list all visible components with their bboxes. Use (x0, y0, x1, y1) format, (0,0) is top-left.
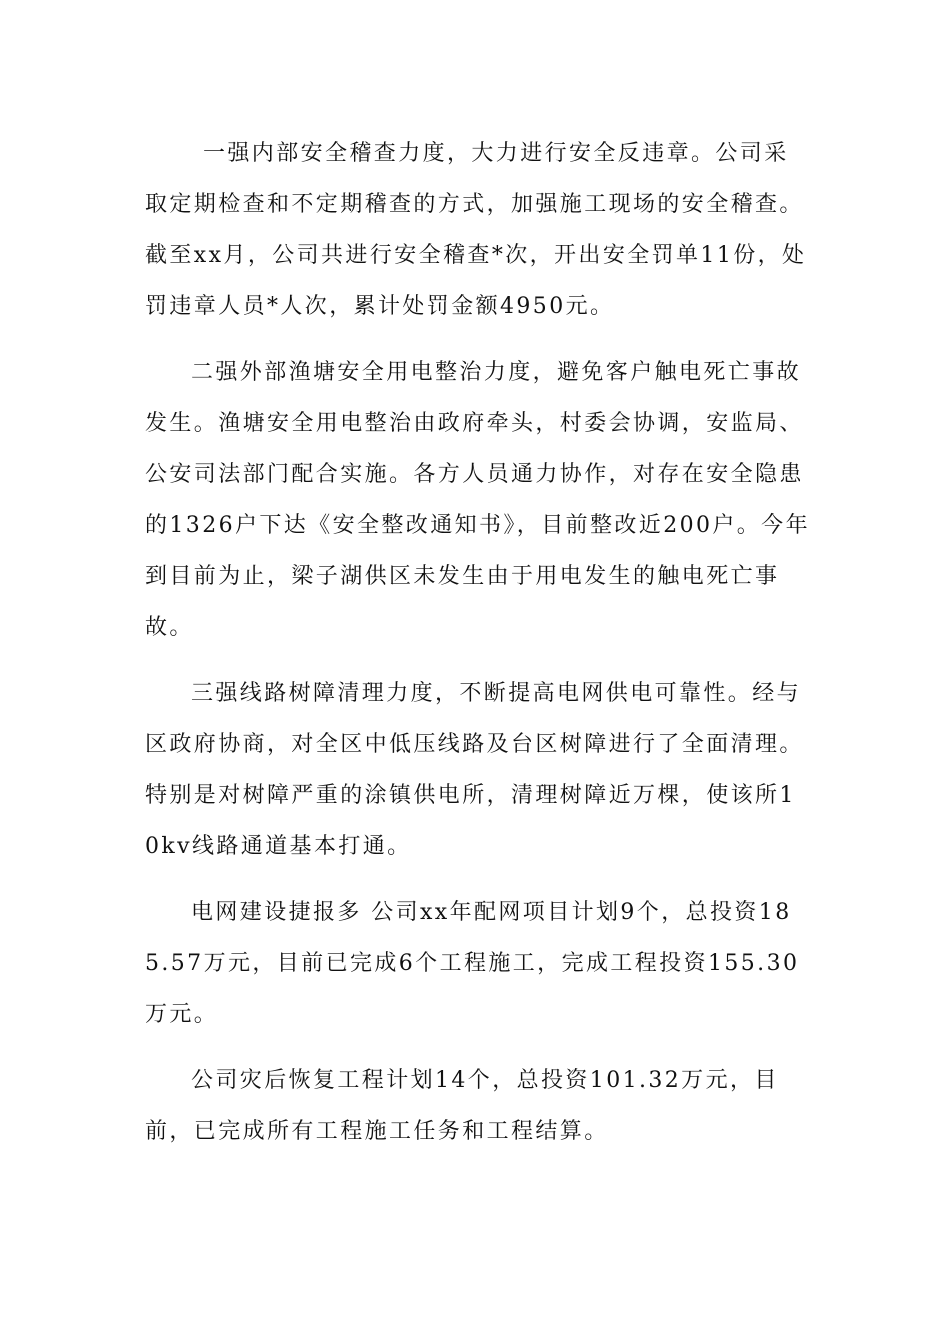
document-body (145, 128, 810, 1172)
paragraph-internal-safety-inspection: 一强内部安全稽查力度，大力进行安全反违章。公司采取定期检查和不定期稽查的方式，加强施工现场的安全稽查。截至xx月，公司共进行安全稽查*次，开出安全罚单11份，处罚违章人员*人次，累计处罚金额4950元。 (145, 141, 807, 319)
paragraph-tree-obstacle-clearing: 三强线路树障清理力度，不断提高电网供电可靠性。经与区政府协商，对全区中低压线路及台区树障进行了全面清理。特别是对树障严重的涂镇供电所，清理树障近万棵，使该所10kv线路通道基本打通。 (145, 681, 804, 859)
paragraph-fish-pond-electricity-safety: 二强外部渔塘安全用电整治力度，避免客户触电死亡事故发生。渔塘安全用电整治由政府牵头，村委会协调，安监局、公安司法部门配合实施。各方人员通力协作，对存在安全隐患的1326户下达《安全整改通知书》，目前整改近200户。今年到目前为止，梁子湖供区未发生由于用电发生的触电死亡事故。 (145, 360, 810, 640)
paragraph-disaster-recovery: 公司灾后恢复工程计划14个，总投资101.32万元，目前，已完成所有工程施工任务和工程结算。 (145, 1068, 779, 1144)
paragraph-grid-construction: 电网建设捷报多 公司xx年配网项目计划9个，总投资185.57万元，目前已完成6个工程施工，完成工程投资155.30万元。 (145, 900, 800, 1027)
